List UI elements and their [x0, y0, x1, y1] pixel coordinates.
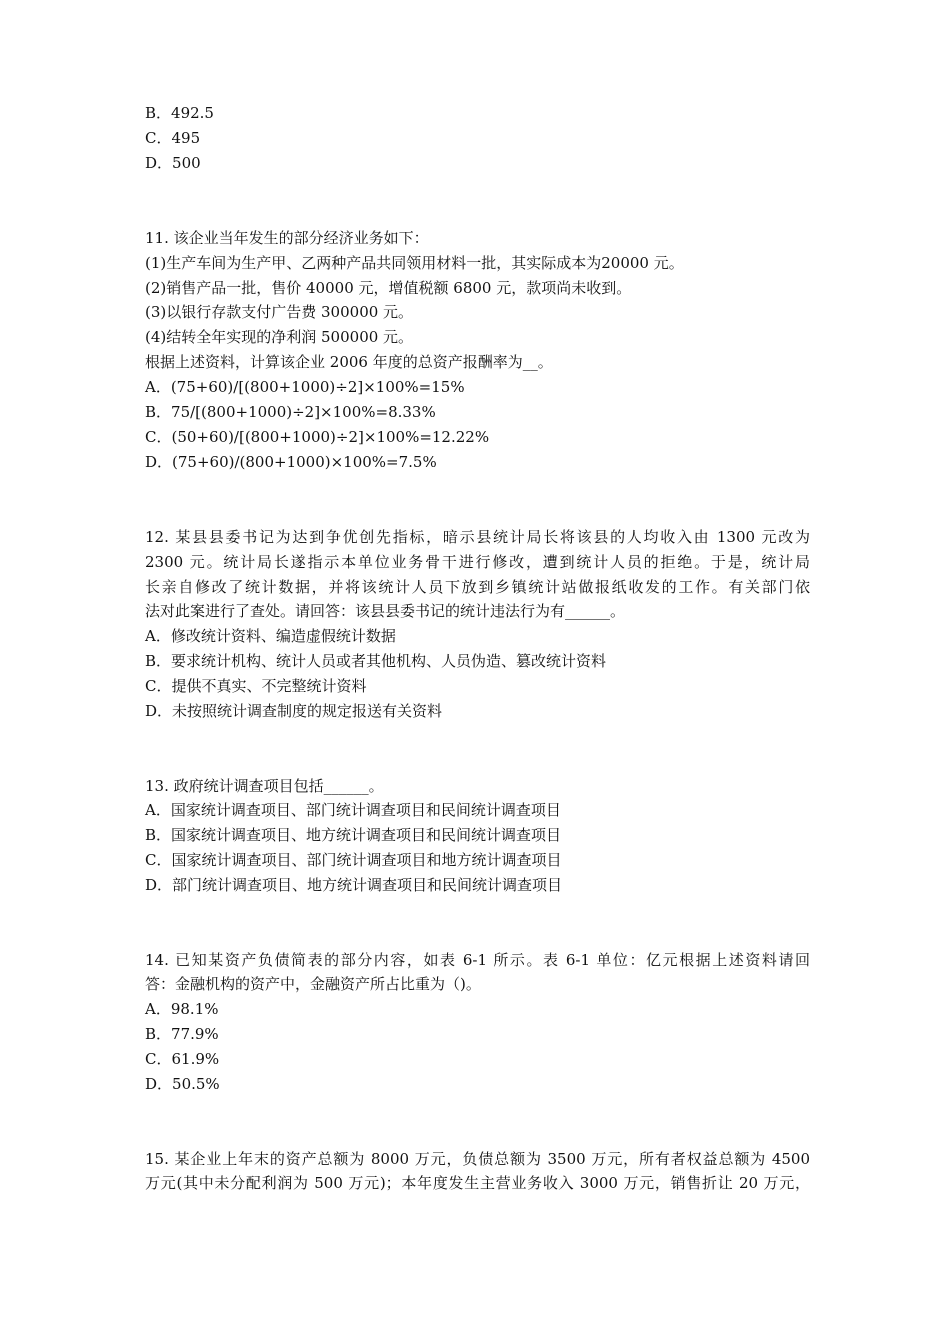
q12-option-b: B．要求统计机构、统计人员或者其他机构、人员伪造、篡改统计资料 [145, 652, 607, 670]
q10-option-b: B．492.5 [145, 104, 214, 122]
q11-item-3: (3)以银行存款支付广告费 300000 元。 [145, 303, 414, 321]
q15-stem-line-1: 15. 某企业上年末的资产总额为 8000 万元，负债总额为 3500 万元，所有者权益总额为 4500 [145, 1150, 810, 1168]
q11-question: 根据上述资料，计算该企业 2006 年度的总资产报酬率为__。 [145, 353, 553, 371]
q12-option-c: C．提供不真实、不完整统计资料 [145, 677, 367, 695]
q12-option-d: D．未按照统计调查制度的规定报送有关资料 [145, 702, 443, 720]
q12-stem-line-3: 长亲自修改了统计数据，并将该统计人员下放到乡镇统计站做报纸收发的工作。有关部门依 [145, 578, 810, 596]
q14-stem-line-1: 14. 已知某资产负债简表的部分内容，如表 6-1 所示。表 6-1 单位：亿元根据上述资料请回 [145, 951, 810, 969]
q11-stem: 11. 该企业当年发生的部分经济业务如下： [145, 229, 429, 247]
q12-stem-line-2: 2300 元。统计局长遂指示本单位业务骨干进行修改，遭到统计人员的拒绝。于是，统计局 [145, 553, 810, 571]
q12-stem-line-4: 法对此案进行了查处。请回答：该县县委书记的统计违法行为有______。 [145, 602, 626, 620]
q12-option-a: A．修改统计资料、编造虚假统计数据 [145, 627, 396, 645]
q15-stem-line-2: 万元(其中未分配利润为 500 万元)；本年度发生主营业务收入 3000 万元，销售折让 20 万元， [145, 1174, 810, 1192]
q11-option-b: B．75/[(800+1000)÷2]×100%=8.33% [145, 403, 436, 421]
q10-option-d: D．500 [145, 154, 201, 172]
q13-option-b: B．国家统计调查项目、地方统计调查项目和民间统计调查项目 [145, 826, 562, 844]
q11-item-1: (1)生产车间为生产甲、乙两种产品共同领用材料一批，其实际成本为20000 元。 [145, 254, 684, 272]
q13-option-d: D．部门统计调查项目、地方统计调查项目和民间统计调查项目 [145, 876, 563, 894]
q10-option-c: C．495 [145, 129, 201, 147]
q13-option-c: C．国家统计调查项目、部门统计调查项目和地方统计调查项目 [145, 851, 562, 869]
q14-option-b: B．77.9% [145, 1025, 219, 1043]
q14-option-a: A．98.1% [145, 1000, 219, 1018]
q14-option-c: C．61.9% [145, 1050, 220, 1068]
q11-option-c: C．(50+60)/[(800+1000)÷2]×100%=12.22% [145, 428, 490, 446]
q13-option-a: A．国家统计调查项目、部门统计调查项目和民间统计调查项目 [145, 801, 561, 819]
q11-option-d: D．(75+60)/(800+1000)×100%=7.5% [145, 453, 437, 471]
q11-item-4: (4)结转全年实现的净利润 500000 元。 [145, 328, 414, 346]
q11-option-a: A．(75+60)/[(800+1000)÷2]×100%=15% [145, 378, 465, 396]
q11-item-2: (2)销售产品一批，售价 40000 元，增值税额 6800 元，款项尚未收到。 [145, 279, 632, 297]
q12-stem-line-1: 12. 某县县委书记为达到争优创先指标，暗示县统计局长将该县的人均收入由 1300 元改为 [145, 528, 810, 546]
q14-stem-line-2: 答：金融机构的资产中，金融资产所占比重为（)。 [145, 975, 481, 993]
q13-stem: 13. 政府统计调查项目包括______。 [145, 777, 384, 795]
q14-option-d: D．50.5% [145, 1075, 220, 1093]
